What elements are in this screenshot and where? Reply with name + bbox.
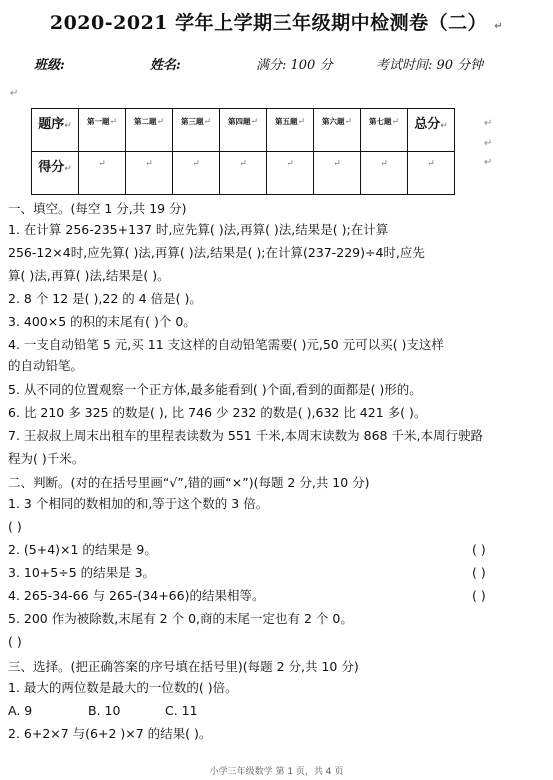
fill-line: 1. 在计算 256-235+137 时,应先算( )法,再算( )法,结果是( );在计算 <box>8 222 389 237</box>
score-label-cell: 得分↵ <box>32 152 79 195</box>
score-table <box>31 108 455 195</box>
fill-line: 6. 比 210 多 325 的数是( ), 比 746 少 232 的数是( ),632 比 421 多( )。 <box>8 405 427 420</box>
choice-option-a[interactable]: A. 9 <box>8 703 33 718</box>
exam-time: 考试时间: 90 分钟 <box>376 58 484 73</box>
section-3-heading: 三、选择。(把正确答案的序号填在括号里)(每题 2 分,共 10 分) <box>8 659 359 674</box>
exam-title-text: 2020-2021 学年上学期三年级期中检测卷（二） <box>49 12 488 34</box>
judge-item: 3. 10+5÷5 的结果是 3。 <box>8 565 156 580</box>
paragraph-mark-icon: ↵ <box>484 138 493 149</box>
paragraph-mark-icon: ↵ <box>10 88 19 99</box>
score-cell[interactable]: ↵ <box>126 152 173 195</box>
paragraph-mark-icon: ↵ <box>484 157 493 168</box>
judge-answer-paren[interactable]: ( ) <box>472 542 486 557</box>
score-table-header-row <box>32 109 455 152</box>
score-cell[interactable]: ↵ <box>79 152 126 195</box>
score-table-score-row <box>32 152 455 195</box>
column-4-cell: 第四题↵ <box>220 109 267 152</box>
section-1-heading: 一、填空。(每空 1 分,共 19 分) <box>8 201 187 216</box>
full-score: 满分: 100 分 <box>256 58 333 73</box>
fill-line: 7. 王叔叔上周末出租车的里程表读数为 551 千米,本周末读数为 868 千米,本周行驶路 <box>8 428 483 443</box>
section-2-heading: 二、判断。(对的在括号里画“√”,错的画“×”)(每题 2 分,共 10 分) <box>8 475 370 490</box>
score-cell[interactable]: ↵ <box>314 152 361 195</box>
score-cell[interactable]: ↵ <box>361 152 408 195</box>
judge-item: 2. (5+4)×1 的结果是 9。 <box>8 542 157 557</box>
column-7-cell: 第七题↵ <box>361 109 408 152</box>
judge-item: 4. 265-34-66 与 265-(34+66)的结果相等。 <box>8 588 265 603</box>
fill-line: 3. 400×5 的积的末尾有( )个 0。 <box>8 314 196 329</box>
fill-line: 算( )法,再算( )法,结果是( )。 <box>8 268 170 283</box>
choice-option-b[interactable]: B. 10 <box>88 703 121 718</box>
column-6-cell: 第六题↵ <box>314 109 361 152</box>
total-label-cell: 总分↵ <box>408 109 455 152</box>
choice-option-c[interactable]: C. 11 <box>165 703 198 718</box>
judge-item: 5. 200 作为被除数,末尾有 2 个 0,商的末尾一定也有 2 个 0。 <box>8 611 353 626</box>
score-cell[interactable]: ↵ <box>173 152 220 195</box>
column-2-cell: 第二题↵ <box>126 109 173 152</box>
page-footer: 小学三年级数学 第 1 页，共 4 页 <box>209 767 344 777</box>
fill-line: 5. 从不同的位置观察一个正方体,最多能看到( )个面,看到的面都是( )形的。 <box>8 382 422 397</box>
header-label-cell: 题序↵ <box>32 109 79 152</box>
fill-line: 256-12×4时,应先算( )法,再算( )法,结果是( );在计算(237-229)÷4时,应先 <box>8 245 425 260</box>
judge-answer-paren[interactable]: ( ) <box>472 565 486 580</box>
score-cell[interactable]: ↵ <box>267 152 314 195</box>
judge-answer-paren[interactable]: ( ) <box>8 519 22 534</box>
score-cell[interactable]: ↵ <box>220 152 267 195</box>
choice-question: 2. 6+2×7 与(6+2 )×7 的结果( )。 <box>8 726 212 741</box>
fill-line: 2. 8 个 12 是( ),22 的 4 倍是( )。 <box>8 291 202 306</box>
column-1-cell: 第一题↵ <box>79 109 126 152</box>
judge-answer-paren[interactable]: ( ) <box>8 634 22 649</box>
choice-question: 1. 最大的两位数是最大的一位数的( )倍。 <box>8 680 238 695</box>
paragraph-mark-icon: ↵ <box>494 21 504 32</box>
score-cell[interactable]: ↵ <box>408 152 455 195</box>
paragraph-mark-icon: ↵ <box>484 118 493 129</box>
judge-answer-paren[interactable]: ( ) <box>472 588 486 603</box>
column-5-cell: 第五题↵ <box>267 109 314 152</box>
column-3-cell: 第三题↵ <box>173 109 220 152</box>
fill-line: 程为( )千米。 <box>8 451 85 466</box>
name-label: 姓名: <box>150 58 181 73</box>
fill-line: 4. 一支自动铅笔 5 元,买 11 支这样的自动铅笔需要( )元,50 元可以买( )支这样 <box>8 337 444 352</box>
exam-title <box>0 8 553 35</box>
class-label: 班级: <box>34 58 65 73</box>
judge-item: 1. 3 个相同的数相加的和,等于这个数的 3 倍。 <box>8 496 269 511</box>
fill-line: 的自动铅笔。 <box>8 358 84 373</box>
